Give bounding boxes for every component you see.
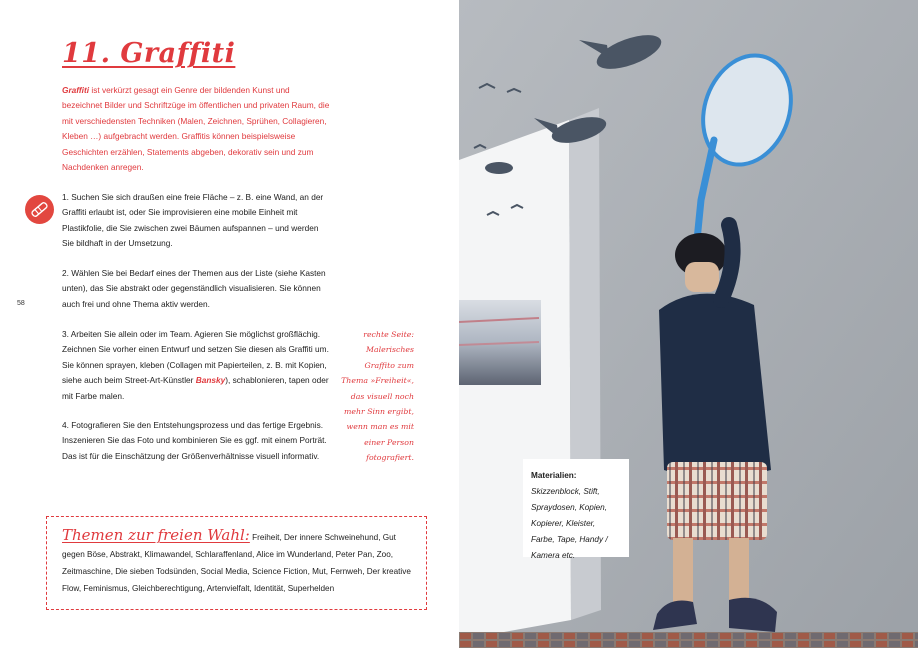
- themes-heading: Themen zur freien Wahl:: [62, 526, 250, 544]
- intro-text: ist verkürzt gesagt ein Genre der bildenden Kunst und bezeichnet Bilder und Schriftzüge im öffentlichen und privaten Raum, die mit verschiedensten Techniken (Malen, Zeichnen, Sprühen, Collagieren, Kleben …) aufgebracht werden. Graffitis können beispielsweise Geschichten erzählen, Statements abgeben, dekorativ sein und zum Nachdenken anregen.: [62, 85, 330, 173]
- themes-list: Freiheit, Der innere Schweinehund, Gut gegen Böse, Abstrakt, Klimawandel, Schlaraffenland, Alice im Wunderland, Peter Pan, Zoo, Zeitmaschine, Die sieben Todsünden, Social Media, Science Fiction, Mut, Fernweh, Der kreative Flow, Feminismus, Gleichberechtigung, Artenvielfalt, Identität, Superhelden: [62, 533, 411, 593]
- materials-label: Materialien:: [531, 471, 577, 480]
- side-note: rechte Seite: Malerisches Graffito zum Thema »Freiheit«, das visuell noch mehr Sinn ergibt, wenn man es mit einer Person fotografiert.: [341, 330, 414, 463]
- page-title: 11. Graffiti: [62, 38, 236, 69]
- page-number: 58: [17, 300, 25, 307]
- intro-paragraph: [62, 83, 332, 175]
- themes-content: [62, 527, 412, 597]
- materials-list: Skizzenblock, Stift, Spraydosen, Kopien, Kopierer, Kleister, Farbe, Tape, Handy / Kamera etc.: [531, 487, 608, 560]
- materials-box: [523, 459, 629, 560]
- bansky-highlight: Bansky: [195, 375, 226, 386]
- intro-term: Graffiti: [62, 85, 90, 95]
- step-4: 4. Fotografieren Sie den Entstehungsprozess und das fertige Ergebnis. Inszenieren Sie das Foto und kombinieren Sie es ggf. mit einem Porträt. Das ist für die Einschätzung der Größenverhältnisse visuell informativ.: [62, 420, 327, 461]
- step-3: [62, 327, 332, 404]
- pencil-eraser-icon: [25, 195, 54, 224]
- left-page: [0, 0, 459, 648]
- step-2: 2. Wählen Sie bei Bedarf eines der Themen aus der Liste (siehe Kasten unten), das Sie abstrakt oder gegenständlich visualisieren. Sie können auch frei und ohne Thema aktiv werden.: [62, 268, 326, 309]
- themes-box: [46, 516, 427, 610]
- step-3-text-a: 3. Arbeiten Sie allein oder im Team. Agieren Sie möglichst großflächig. Zeichnen Sie vorher einen Entwurf und setzen Sie diesen als Graffiti um. Sie können sprayen, kleben (Collagen mit Papierteilen, z. B. mit Kopien, siehe auch beim Street-Art-Künstler: [62, 329, 329, 386]
- step-3-text-b: ), schablonieren, tapen oder mit Farbe malen.: [62, 375, 329, 401]
- step-1: 1. Suchen Sie sich draußen eine freie Fläche – z. B. eine Wand, an der Graffiti erlaubt ist, oder Sie improvisieren eine mobile Einheit mit Plastikfolie, die Sie zwischen zwei Bäumen aufspannen – und werden Sie bildhaft in der Umsetzung.: [62, 192, 324, 249]
